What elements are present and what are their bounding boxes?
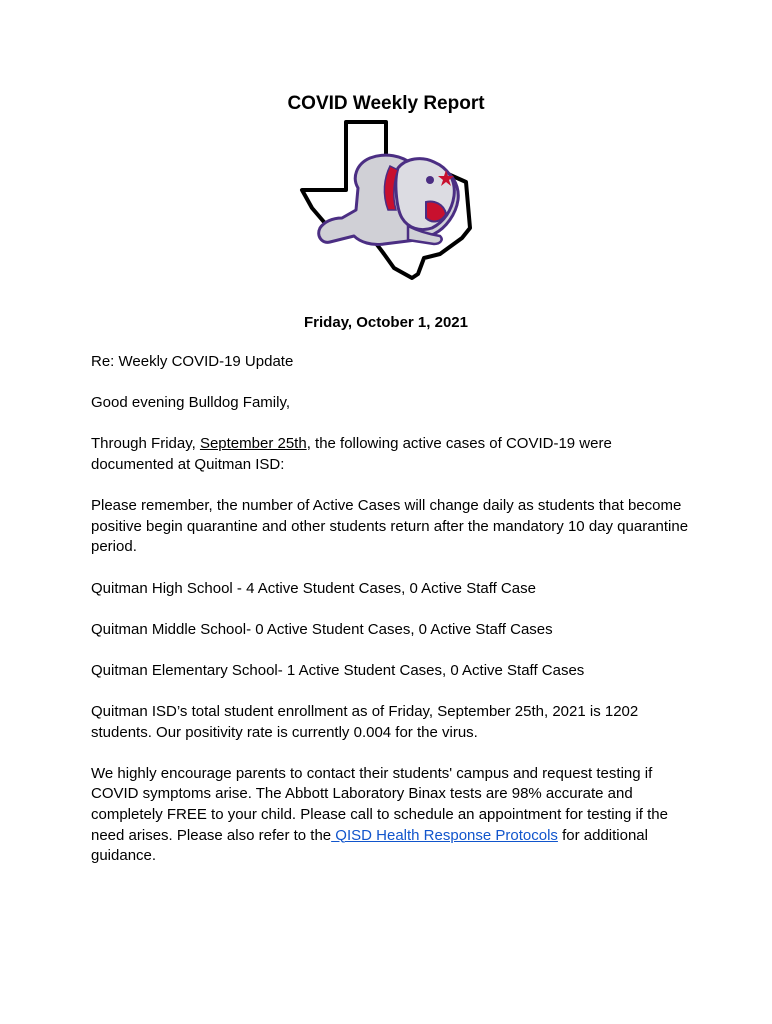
elementary-school-cases: Quitman Elementary School- 1 Active Student Cases, 0 Active Staff Cases bbox=[91, 661, 585, 679]
paragraph-active-cases-note: Please remember, the number of Active Cases will change daily as students that become positive begin quarantine and other students return after the mandatory 10 day quarantine period. bbox=[91, 497, 689, 556]
paragraph-through-date bbox=[91, 434, 691, 475]
enrollment-paragraph: Quitman ISD’s total student enrollment as of Friday, September 25th, 2021 is 1202 students. Our positivity rate is currently 0.004 for the virus. bbox=[91, 703, 639, 741]
bulldog-head-icon bbox=[396, 159, 454, 230]
underlined-date: September 25th bbox=[199, 435, 307, 453]
report-date: Friday, October 1, 2021 bbox=[304, 314, 468, 331]
testing-paragraph bbox=[91, 764, 691, 867]
page-title: COVID Weekly Report bbox=[287, 93, 485, 114]
health-protocols-link[interactable]: QISD Health Response Protocols bbox=[331, 826, 558, 844]
re-line: Re: Weekly COVID-19 Update bbox=[91, 353, 294, 370]
letter-body bbox=[91, 352, 691, 887]
middle-school-cases: Quitman Middle School- 0 Active Student Cases, 0 Active Staff Cases bbox=[91, 620, 553, 638]
paragraph-prefix: Through Friday, bbox=[91, 435, 200, 453]
high-school-cases: Quitman High School - 4 Active Student Cases, 0 Active Staff Case bbox=[91, 579, 536, 597]
testing-text: We highly encourage parents to contact their students' campus and request testing if COVID symptoms arise. The Abbott Laboratory Binax tests are 98% accurate and completely FREE to your child. Please call to schedule an appointment for testing if the need arises. Please also refer to the bbox=[91, 764, 668, 844]
greeting: Good evening Bulldog Family, bbox=[91, 394, 290, 412]
texas-bulldog-logo-icon bbox=[298, 118, 474, 282]
testing-suffix: for additional guidance. bbox=[91, 826, 648, 865]
paragraph-suffix: , the following active cases of COVID-19 were documented at Quitman ISD: bbox=[91, 435, 612, 473]
